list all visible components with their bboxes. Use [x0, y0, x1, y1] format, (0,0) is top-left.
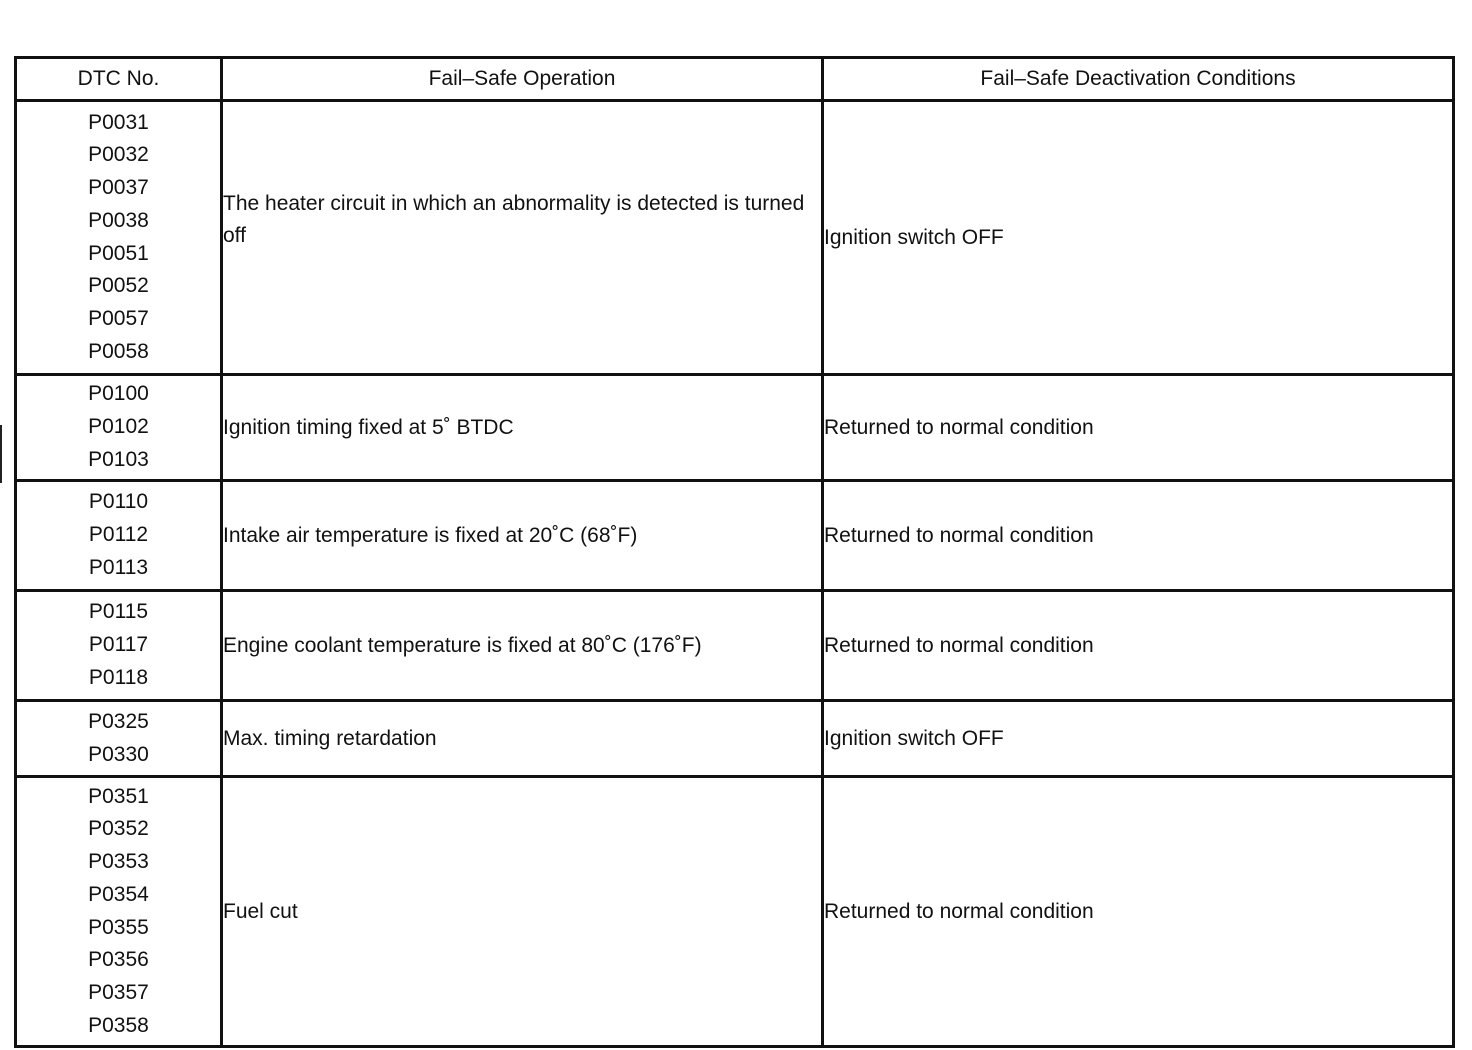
dtc-cell	[16, 701, 222, 777]
table-row	[16, 701, 1454, 777]
conditions-text: Returned to normal condition	[824, 523, 1094, 547]
operation-cell	[222, 101, 823, 375]
conditions-cell	[823, 481, 1454, 591]
dtc-code: P0058	[88, 339, 149, 363]
conditions-cell	[823, 591, 1454, 701]
dtc-code: P0032	[88, 143, 149, 167]
dtc-code: P0354	[88, 882, 149, 906]
conditions-cell	[823, 101, 1454, 375]
operation-cell	[222, 701, 823, 777]
operation-cell	[222, 481, 823, 591]
header-dtc-no: DTC No.	[16, 58, 222, 101]
dtc-code: P0052	[88, 274, 149, 298]
dtc-code: P0115	[88, 600, 149, 624]
dtc-code: P0100	[88, 382, 149, 406]
operation-cell	[222, 777, 823, 1047]
dtc-cell	[16, 481, 222, 591]
fail-safe-table	[14, 56, 1455, 1048]
dtc-code: P0113	[88, 555, 149, 579]
operation-text: Max. timing retardation	[223, 726, 437, 750]
dtc-code: P0031	[88, 110, 149, 134]
dtc-code: P0330	[88, 742, 149, 766]
operation-text: Fuel cut	[223, 899, 298, 923]
dtc-code: P0117	[88, 633, 149, 657]
table-header-row	[16, 58, 1454, 101]
header-fail-safe-operation: Fail–Safe Operation	[222, 58, 823, 101]
dtc-cell	[16, 777, 222, 1047]
conditions-text: Ignition switch OFF	[824, 726, 1004, 750]
operation-cell	[222, 375, 823, 481]
operation-text: Engine coolant temperature is fixed at 80˚C (176˚F)	[223, 633, 702, 657]
dtc-code: P0358	[88, 1013, 149, 1037]
dtc-code: P0037	[88, 176, 149, 200]
dtc-code: P0112	[88, 523, 149, 547]
dtc-code: P0102	[88, 415, 149, 439]
dtc-code: P0351	[88, 784, 149, 808]
operation-cell	[222, 591, 823, 701]
dtc-code: P0325	[88, 709, 149, 733]
conditions-cell	[823, 375, 1454, 481]
dtc-code: P0110	[88, 490, 149, 514]
margin-mark	[0, 425, 2, 483]
table-row	[16, 481, 1454, 591]
dtc-cell	[16, 375, 222, 481]
table-row	[16, 375, 1454, 481]
dtc-code: P0118	[88, 665, 149, 689]
conditions-cell	[823, 777, 1454, 1047]
conditions-text: Returned to normal condition	[824, 633, 1094, 657]
dtc-code: P0051	[88, 241, 149, 265]
dtc-code: P0353	[88, 850, 149, 874]
conditions-text: Returned to normal condition	[824, 899, 1094, 923]
dtc-code: P0057	[88, 306, 149, 330]
dtc-code: P0356	[88, 948, 149, 972]
dtc-code: P0103	[88, 447, 149, 471]
table-row	[16, 101, 1454, 375]
dtc-code: P0038	[88, 208, 149, 232]
operation-text: Intake air temperature is fixed at 20˚C (68˚F)	[223, 523, 638, 547]
table-row	[16, 591, 1454, 701]
header-deactivation-conditions: Fail–Safe Deactivation Conditions	[823, 58, 1454, 101]
operation-text: The heater circuit in which an abnormality is detected is turned off	[223, 191, 805, 247]
dtc-code: P0355	[88, 915, 149, 939]
dtc-code: P0352	[88, 817, 149, 841]
operation-text: Ignition timing fixed at 5˚ BTDC	[223, 415, 514, 439]
dtc-cell	[16, 101, 222, 375]
dtc-code: P0357	[88, 980, 149, 1004]
conditions-text: Returned to normal condition	[824, 415, 1094, 439]
conditions-cell	[823, 701, 1454, 777]
dtc-cell	[16, 591, 222, 701]
table-row	[16, 777, 1454, 1047]
conditions-text: Ignition switch OFF	[824, 225, 1004, 249]
